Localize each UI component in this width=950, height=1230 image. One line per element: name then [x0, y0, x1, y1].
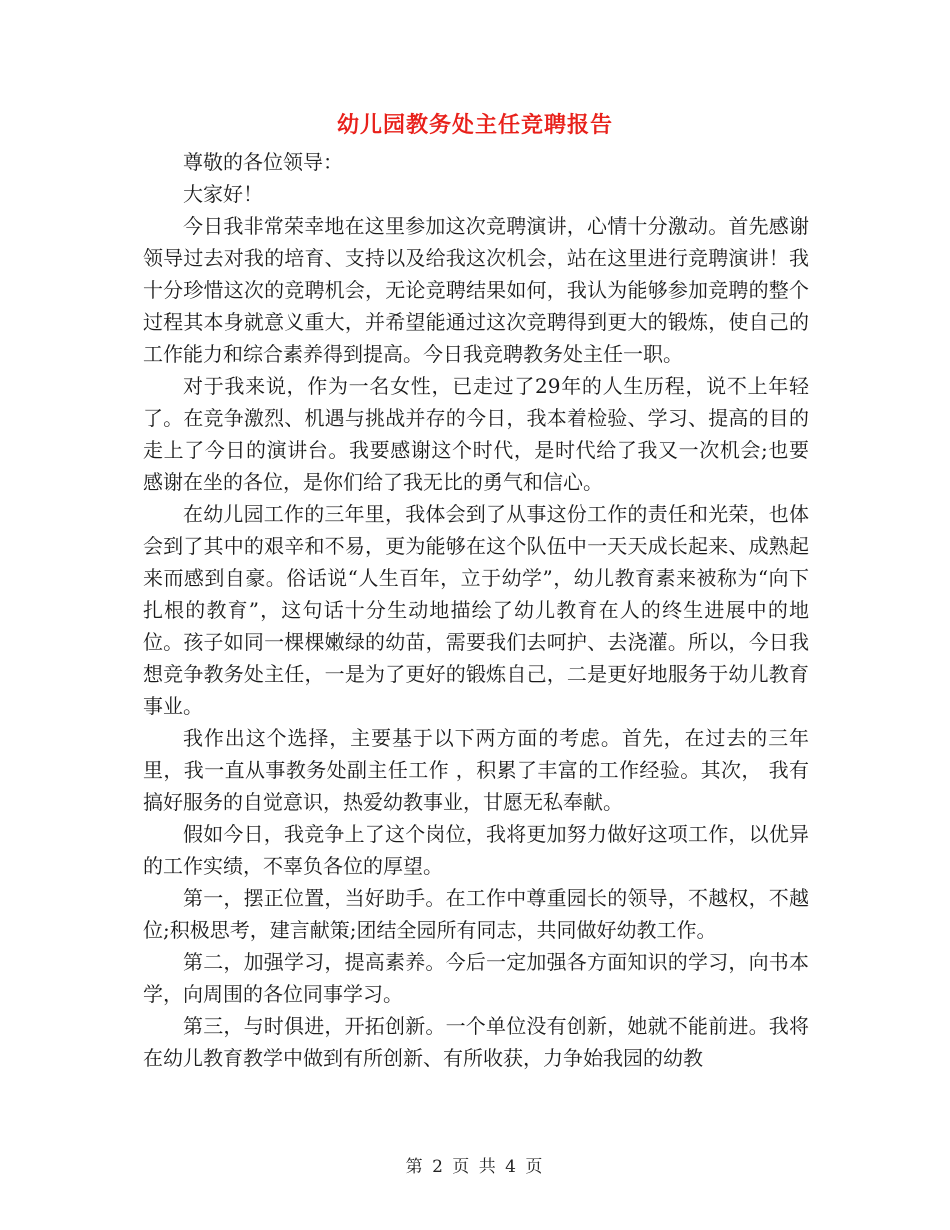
body-paragraph: 第二，加强学习，提高素养。今后一定加强各方面知识的学习，向书本学，向周围的各位同事学习。	[143, 950, 809, 1006]
salutation: 尊敬的各位领导：	[183, 150, 343, 174]
document-title: 幼儿园教务处主任竞聘报告	[336, 112, 613, 138]
body-paragraph: 今日我非常荣幸地在这里参加这次竞聘演讲，心情十分激动。首先感谢领导过去对我的培育、支持以及给我这次机会，站在这里进行竞聘演讲！我十分珍惜这次的竞聘机会，无论竞聘结果如何，我认为能够参加竞聘的整个过程其本身就意义重大，并希望能通过这次竞聘得到更大的锻炼，使自己的工作能力和综合素养得到提高。今日我竞聘教务处主任一职。	[143, 214, 809, 366]
greeting: 大家好！	[183, 182, 263, 206]
body-paragraph: 第一，摆正位置，当好助手。在工作中尊重园长的领导，不越权，不越位;积极思考，建言献策;团结全园所有同志，共同做好幼教工作。	[143, 886, 809, 942]
page-number-footer: 第 2 页 共 4 页	[405, 1157, 545, 1177]
body-paragraph: 我作出这个选择，主要基于以下两方面的考虑。首先，在过去的三年里，我一直从事教务处副主任工作 ，积累了丰富的工作经验。其次， 我有搞好服务的自觉意识，热爱幼教事业，甘愿无私奉献。	[143, 726, 809, 814]
body-paragraph: 假如今日，我竞争上了这个岗位，我将更加努力做好这项工作，以优异的工作实绩，不辜负各位的厚望。	[143, 822, 809, 878]
document-body	[143, 146, 809, 1074]
body-paragraph: 第三，与时俱进，开拓创新。一个单位没有创新，她就不能前进。我将在幼儿教育教学中做到有所创新、有所收获，力争始我园的幼教	[143, 1014, 809, 1070]
body-paragraph: 对于我来说，作为一名女性，已走过了29年的人生历程，说不上年轻了。在竞争激烈、机遇与挑战并存的今日，我本着检验、学习、提高的目的走上了今日的演讲台。我要感谢这个时代，是时代给了我又一次机会;也要感谢在坐的各位，是你们给了我无比的勇气和信心。	[143, 374, 809, 494]
body-paragraph: 在幼儿园工作的三年里，我体会到了从事这份工作的责任和光荣，也体会到了其中的艰辛和不易，更为能够在这个队伍中一天天成长起来、成熟起来而感到自豪。俗话说“人生百年，立于幼学”，幼儿教育素来被称为“向下扎根的教育”，这句话十分生动地描绘了幼儿教育在人的终生进展中的地位。孩子如同一棵棵嫩绿的幼苗，需要我们去呵护、去浇灌。所以，今日我想竞争教务处主任，一是为了更好的锻炼自己，二是更好地服务于幼儿教育事业。	[143, 502, 809, 718]
